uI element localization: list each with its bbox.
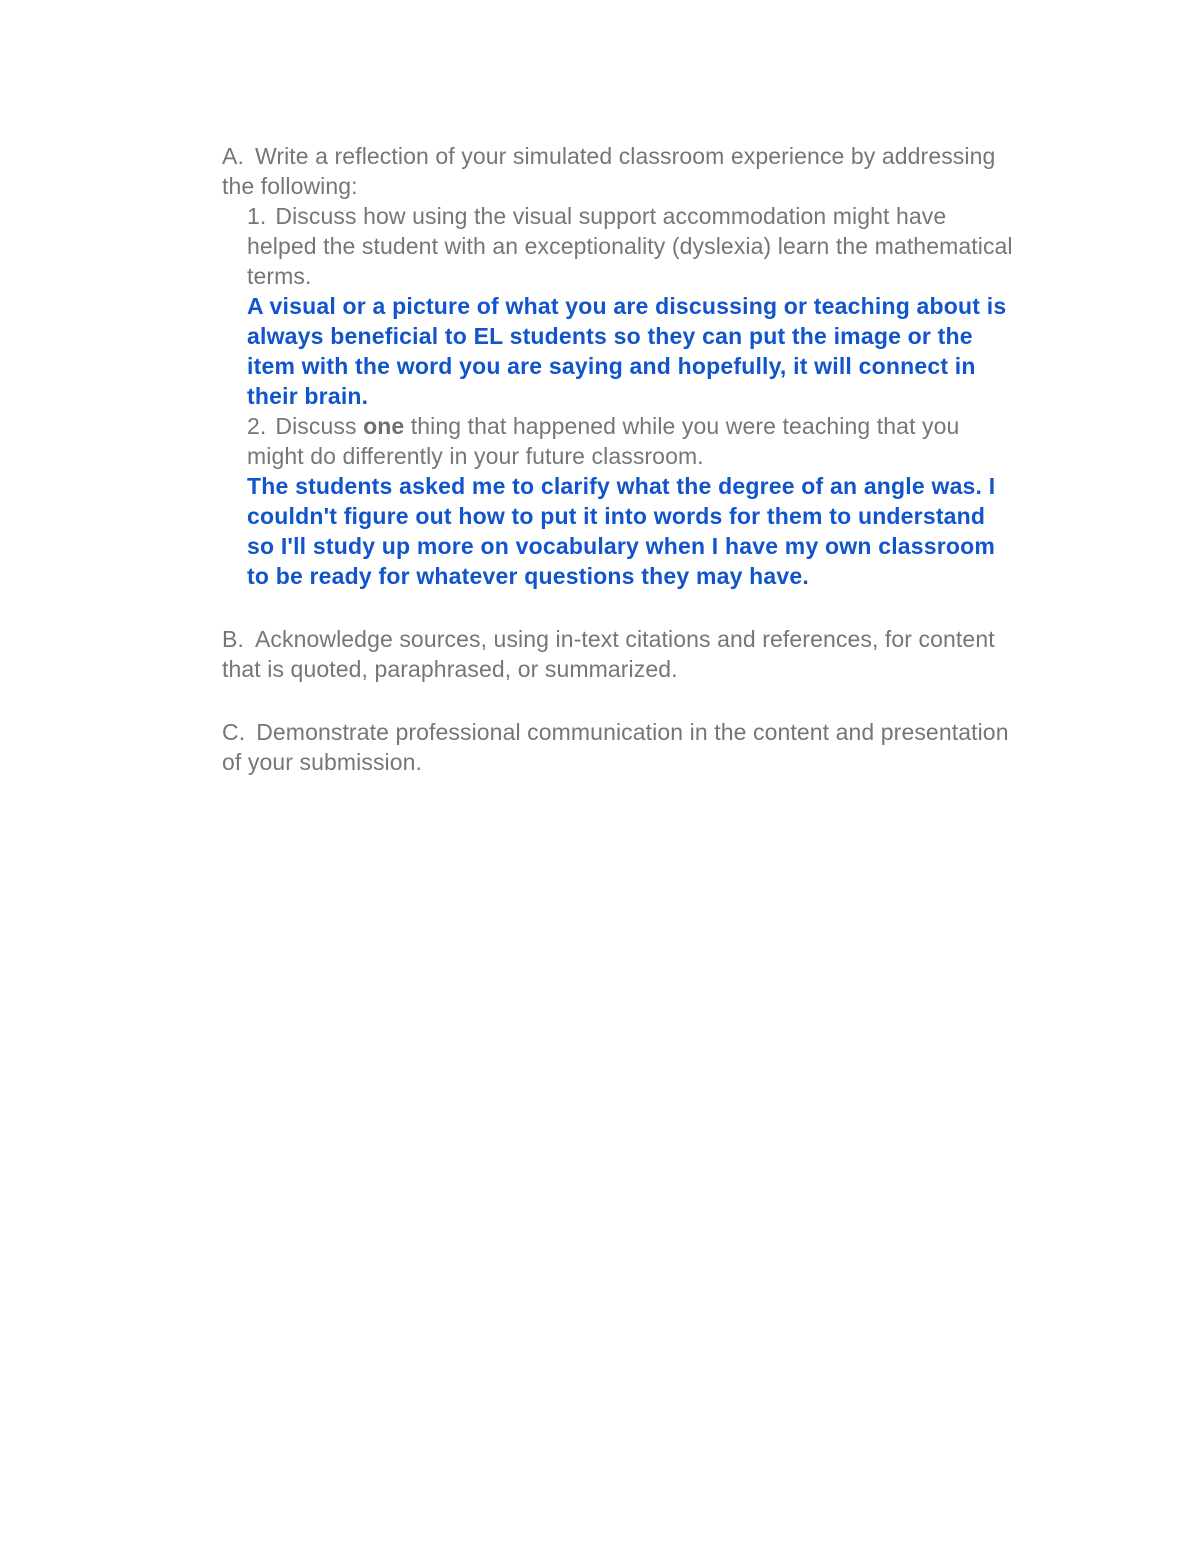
section-b-paragraph bbox=[222, 624, 1014, 684]
blank-line bbox=[222, 684, 1014, 717]
document-content bbox=[222, 141, 1014, 777]
item-2-answer-paragraph bbox=[247, 471, 1013, 591]
item-2-answer-text: The students asked me to clarify what the degree of an angle was. I couldn't figure out how to put it into words for them to understand so I'll study up more on vocabulary when I have my own classroom to be ready for whatever questions they may have. bbox=[247, 473, 996, 589]
section-a-label: A. bbox=[222, 143, 244, 169]
item-2-prompt-before-bold: Discuss bbox=[275, 413, 364, 439]
numbered-item-1-prompt-paragraph bbox=[247, 201, 1013, 291]
section-c-paragraph bbox=[222, 717, 1014, 777]
item-2-prompt-bold-word: one bbox=[363, 413, 405, 439]
section-a-text: Write a reflection of your simulated classroom experience by addressing the following: bbox=[222, 143, 996, 199]
numbered-item-2-prompt-paragraph bbox=[247, 411, 1013, 471]
item-1-answer-paragraph bbox=[247, 291, 1013, 411]
section-b-text: Acknowledge sources, using in-text citations and references, for content that is quoted, paraphrased, or summarized. bbox=[222, 626, 995, 682]
item-1-answer-text: A visual or a picture of what you are discussing or teaching about is always beneficial to EL students so they can put the image or the item with the word you are saying and hopefully, it will connect in their brain. bbox=[247, 293, 1007, 409]
item-2-number: 2. bbox=[247, 413, 267, 439]
section-c-label: C. bbox=[222, 719, 246, 745]
item-1-number: 1. bbox=[247, 203, 267, 229]
item-2-prompt-after-bold: thing that happened while you were teaching that you might do differently in your future classroom. bbox=[247, 413, 960, 469]
section-c-text: Demonstrate professional communication in the content and presentation of your submission. bbox=[222, 719, 1009, 775]
section-a-paragraph bbox=[222, 141, 1014, 201]
blank-line bbox=[222, 591, 1014, 624]
section-b-label: B. bbox=[222, 626, 244, 652]
item-1-prompt-text: Discuss how using the visual support accommodation might have helped the student with an exceptionality (dyslexia) learn the mathematical terms. bbox=[247, 203, 1013, 289]
